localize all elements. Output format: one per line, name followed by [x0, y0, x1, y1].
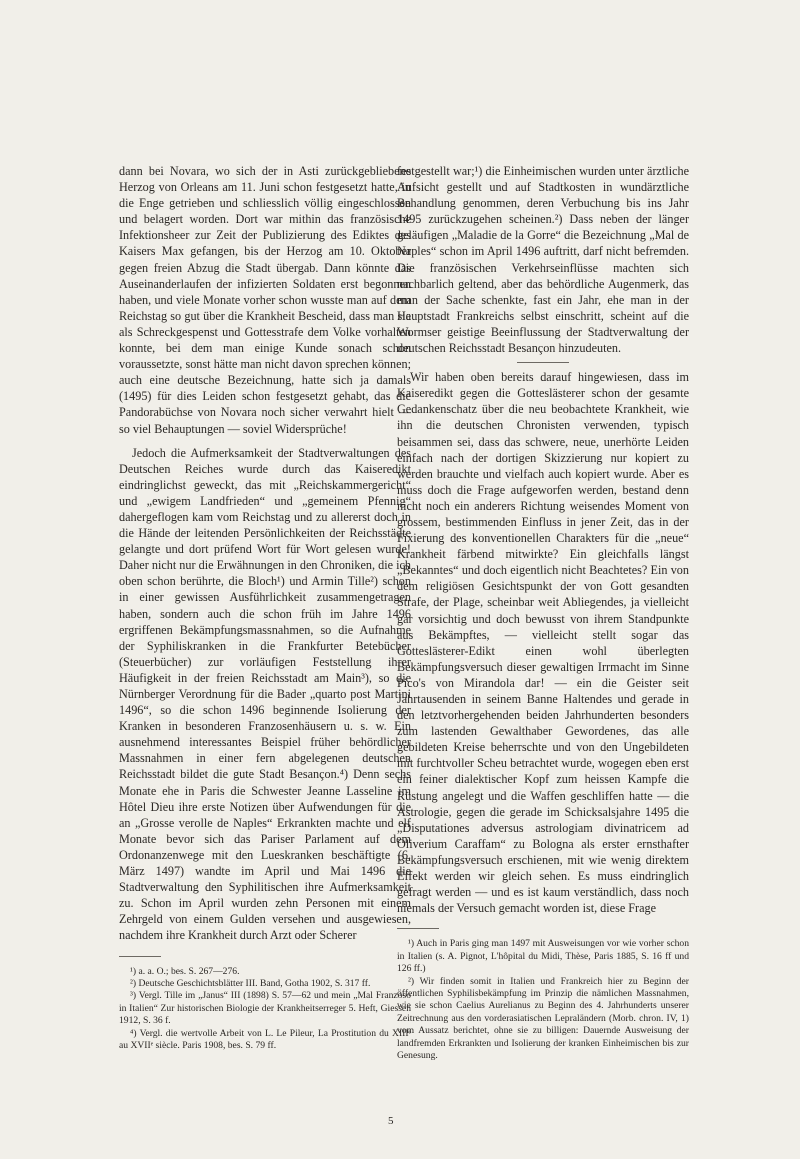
right-footnote-1: ¹) Auch in Paris ging man 1497 mit Ausweisungen vor wie vorher schon in Italien (s. A. Pignot, L'hôpital du Midi, Thèse, Paris 1885, S. 16 ff und 126 ff.): [397, 938, 689, 975]
left-paragraph-1: dann bei Novara, wo sich der in Asti zurückgebliebene Herzog von Orleans am 11. Juni schon festgesetzt hatte, in die Enge getrieben und schliesslich völlig eingeschlossen und belagert worden. Dort war mithin das französische Infektionsheer zur Zeit der Publizierung des Ediktes des Kaisers Max gefangen, bis der Herzog am 10. Oktober gegen freien Abzug die Stadt übergab. Dann könnte das Auseinanderlaufen der infizierten Soldaten erst begonnen haben, und viele Monate vorher schon wusste man auf dem Reichstag so gut über die Krankheit Bescheid, dass man sie als Schreckgespenst und Gottesstrafe dem Volke vorhalten konnte, bei dem man einige Kunde sonach schon voraussetzte, sonst hätte man nicht davon sprechen können; auch eine deutsche Bezeichnung, hatte sich ja damals (1495) für dies Leiden schon festgesetzt gehabt, das die Pandorabüchse von Novara noch sicher verwahrt hielt — so viel Behauptungen — soviel Widersprüche!: [119, 164, 411, 436]
left-column: [119, 163, 411, 1052]
left-footnote-3: ³) Vergl. Tille im „Janus“ III (1898) S. 57—62 und mein „Mal Franzoso in Italien“ Zur historischen Biologie der Krankheitserreger 5. Heft, Giessen 1912, S. 36 f.: [119, 990, 411, 1027]
left-footnote-1: ¹) a. a. O.; bes. S. 267—276.: [130, 965, 240, 977]
left-footnote-2: ²) Deutsche Geschichtsblätter III. Band, Gotha 1902, S. 317 ff.: [130, 977, 371, 989]
right-footnote-2: ²) Wir finden somit in Italien und Frankreich hier zu Beginn der öffentlichen Syphilisbekämpfung im Prinzip die nämlichen Massnahmen, wie sie schon Caelius Aurelianus zu Beginn des 4. Jahrhunderts unserer Zeitrechnung aus den vorderasiatischen Lepraländern (Morb. chron. IV, 1) vom Aussatz berichtet, ohne sie zu billigen: Dauernde Ausweisung der landfremden Erkrankten und Isolierung der kranken Einheimischen bis zur Genesung.: [397, 975, 689, 1061]
footnote-rule: [397, 928, 439, 929]
left-paragraph-2: Jedoch die Aufmerksamkeit der Stadtverwaltungen des Deutschen Reiches wurde durch das Kaiseredikt eindringlichst geweckt, das mit „Reichskammergericht“ und „ewigem Landfrieden“ und „gemeinem Pfennig“ dahergeflogen kam vom Reichstag und zu allererst doch in die Hände der leitenden Persönlichkeiten der Reichsstädte gelangte und dort prüfend Wort für Wort gelesen wurde! Daher nicht nur die Erwähnungen in den Chroniken, die ich oben schon berührte, die Bloch¹) und Armin Tille²) schon in einer gewissen Ausführlichkeit zusammengetragen haben, sondern auch die schon früh im Jahre 1496 ergriffenen Bekämpfungsmassnahmen, so die Aufnahme der Syphiliskranken in die Frankfurter Betebücher (Steuerbücher) zur vorläufigen Feststellung ihrer Häufigkeit in der freien Reichsstadt am Main³), so die Nürnberger Verordnung für die Bader „quarto post Martini 1496“, so die schon 1496 beginnende Isolierung der Kranken in besonderen Franzosenhäusern u. s. w. Ein ausnehmend interessantes Beispiel früher behördlicher Massnahmen in einer fern abgelegenen deutschen Reichsstadt bildet die gute Stadt Besançon.⁴) Denn sechs Monate ehe in Paris die Schwester Jeanne Lasseline im Hôtel Dieu ihre erste Notizen über Aufwendungen für die an „Grosse verolle de Naples“ Erkrankten machte und elf Monate bevor sich das Pariser Parlament auf dem Ordonanzenwege mit den Lueskranken beschäftigte (6. März 1497) wandte im April und Mai 1496 die Stadtverwaltung den Syphilitischen ihre Aufmerksamkeit zu. Schon im April wurden zehn Personen mit einem Zehrgeld von einem Gulden versehen und ausgewiesen, nachdem ihre Krankheit durch Arzt oder Scherer: [119, 445, 411, 943]
right-paragraph-2: Wir haben oben bereits darauf hingewiesen, dass im Kaiseredikt gegen die Gotteslästerer schon der gesamte Gedankenschatz über die neu beobachtete Krankheit, wie ihn die deutschen Chronisten verwenden, typisch beisammen sei, dass das schwere, neue, unerhörte Leiden einfach nach der dortigen Skizzierung nur kopiert zu werden brauchte und vielfach auch kopiert wurde. Aber es muss doch die Frage aufgeworfen werden, bestand denn nicht noch ein anderers Richtung weisendes Moment von grossem, bestimmenden Einfluss in jener Zeit, das in der Fixierung des konventionellen Charakters für die „neue“ Krankheit färbend mitwirkte? Ein gleichfalls längst „Bekanntes“ und doch eigentlich nicht Beachtetes? Ein von dem religiösen Gesichtspunkt der von Gott gesandten Strafe, der Plage, scheinbar weit Abliegendes, ja vielleicht gar vorsichtig und doch bewusst von ihrem Standpunkte aus Bekämpftes, — vielleicht stellt sogar das Gotteslästerer-Edikt einen wohl überlegten Bekämpfungsversuch dieser gewaltigen Irrmacht im Sinne Pico's von Mirandola dar! — ein die Geister seit Jahrtausenden in seinem Banne Haltendes und gerade in den letztvorhergehenden beiden Jahrhunderten besonders zum lastenden Gewalthaber Gewordenes, das alle gebildeten Kreise beherrschte und von den Ungebildeten mit furchtvoller Scheu betrachtet wurde, wogegen eben erst ein feiner dialektischer Kopf zum heissen Kampfe die Rüstung angelegt und die Waffen geschliffen hatte — die Astrologie, gegen die gerade im Schicksalsjahre 1495 die „Disputationes adversus astrologiam divinatricem ad Oliverium Caraffam“ zu Bologna als erster ernsthafter Bekämpfungsversuch erschienen, mit wie wenig direktem Effekt werden wir gleich sehen. Es muss eindringlich gefragt werden — und es ist kaum verständlich, dass noch niemals der Versuch gemacht worden ist, diese Frage: [397, 370, 689, 916]
page-number: 5: [388, 1115, 394, 1127]
section-separator: [517, 362, 569, 363]
right-column: [397, 163, 689, 1062]
left-footnote-4: ⁴) Vergl. die wertvolle Arbeit von L. Le Pileur, La Prostitution du XIIIᵉ au XVIIᵉ siècle. Paris 1908, bes. S. 79 ff.: [119, 1027, 411, 1051]
right-paragraph-1: festgestellt war;¹) die Einheimischen wurden unter ärztliche Aufsicht gestellt und auf Stadtkosten in wundärztliche Behandlung genommen, deren Verbuchung bis ins Jahr 1495 zurückzugehen scheinen.²) Dass neben der länger geläufigen „Maladie de la Gorre“ die Bezeichnung „Mal de Naples“ schon im April 1496 auftritt, darf nicht befremden. Die französischen Verkehrseinflüsse machten sich nachbarlich geltend, aber das behördliche Augenmerk, das man der Sache schenkte, fast ein Jahr, ehe man in der Hauptstadt Frankreichs selbst einschritt, scheint auf die Wormser geistige Beeinflussung der Stadtverwaltung der deutschen Reichsstadt Besançon hinzudeuten.: [397, 164, 689, 356]
footnote-rule: [119, 956, 161, 957]
